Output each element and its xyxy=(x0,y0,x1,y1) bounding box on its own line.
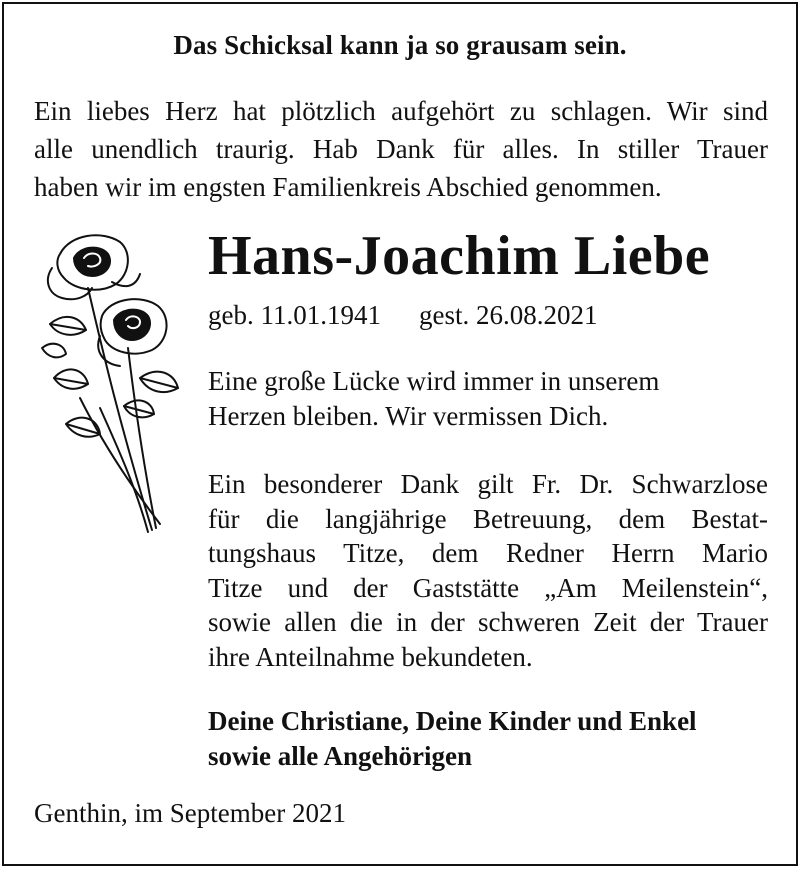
paragraph-line: für die langjährige Betreuung, dem Bestat- xyxy=(208,503,768,534)
death-date: gest. 26.08.2021 xyxy=(418,300,598,330)
intro-line: alle unendlich traurig. Hab Dank für alles. In stiller Trauer xyxy=(34,134,768,164)
signoff-line: sowie alle Angehörigen xyxy=(208,741,472,771)
paragraph-line: Ein besonderer Dank gilt Fr. Dr. Schwarzlose xyxy=(208,469,768,499)
paragraph-line: Eine große Lücke wird immer in unserem xyxy=(208,366,660,396)
roses-icon xyxy=(40,228,190,538)
thanks-paragraph xyxy=(208,467,768,674)
signoff xyxy=(208,704,697,774)
deceased-name: Hans-Joachim Liebe xyxy=(208,225,711,287)
life-dates xyxy=(208,300,597,331)
paragraph-line: ihre Anteilnahme bekundeten. xyxy=(208,641,533,672)
intro-line: haben wir im engsten Familienkreis Abschied genommen. xyxy=(34,172,662,202)
notice-heading: Das Schicksal kann ja so grausam sein. xyxy=(173,30,627,60)
signoff-line: Deine Christiane, Deine Kinder und Enkel xyxy=(208,706,697,736)
paragraph-line: Herzen bleiben. Wir vermissen Dich. xyxy=(208,400,609,431)
paragraph-line: Titze und der Gaststätte „Am Meilenstein“, xyxy=(208,572,768,603)
place-date: Genthin, im September 2021 xyxy=(34,798,346,828)
intro-line: Ein liebes Herz hat plötzlich aufgehört zu schlagen. Wir sind xyxy=(34,96,768,126)
paragraph-line: tungshaus Titze, dem Redner Herrn Mario xyxy=(208,538,768,568)
intro-text xyxy=(34,92,768,206)
birth-date: geb. 11.01.1941 xyxy=(208,300,381,330)
remembrance-paragraph xyxy=(208,364,768,433)
paragraph-line: sowie allen die in der schweren Zeit der Trauer xyxy=(208,607,768,637)
